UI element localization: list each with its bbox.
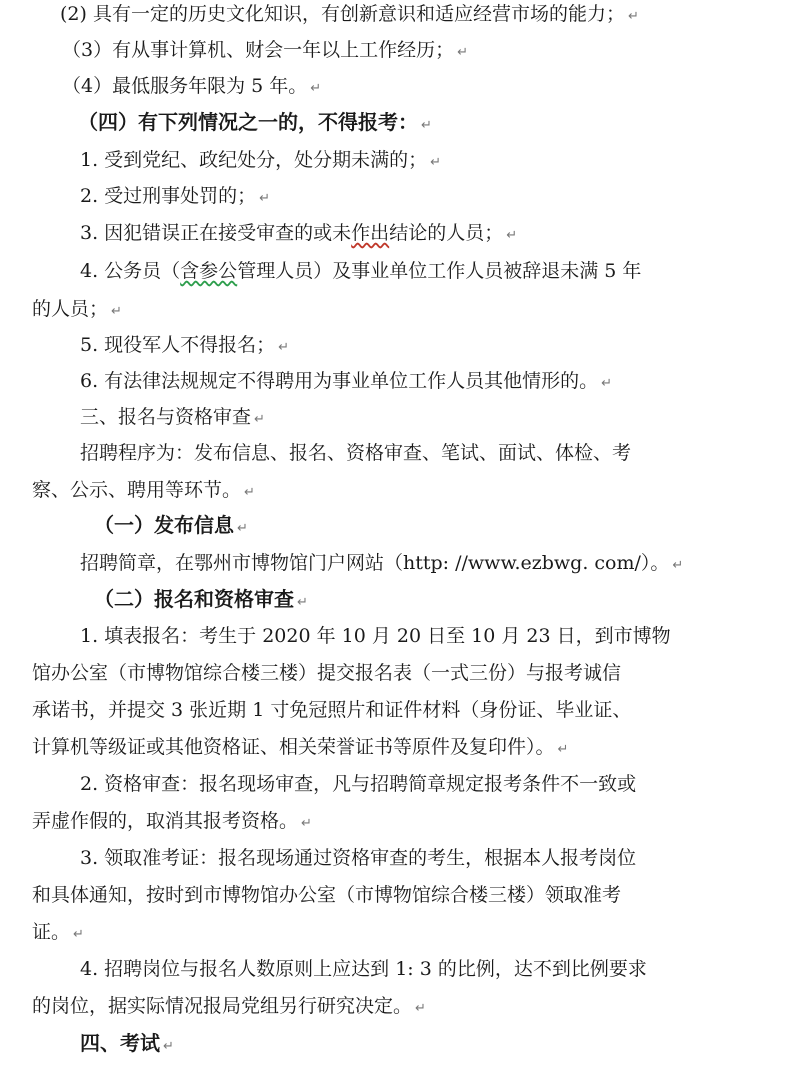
paragraph-mark-icon: ↵ [254,412,265,427]
paragraph-mark-icon: ↵ [506,228,518,243]
disqualification-item-2: 2. 受过刑事处罚的； ↵ [80,185,271,207]
paragraph-mark-icon: ↵ [111,304,122,319]
requirement-item-2: (2) 具有一定的历史文化知识，有创新意识和适应经营市场的能力； ↵ [60,3,639,25]
section-4-heading: 四、考试 ↵ [80,1031,174,1055]
disqualification-item-4: 4. 公务员（含参公管理人员）及事业单位工作人员被辞退未满 5 年 [80,260,642,282]
requirement-item-3: （3）有从事计算机、财会一年以上工作经历； ↵ [62,39,468,61]
disqualification-item-4-cont: 的人员； ↵ [32,298,122,320]
paragraph-mark-icon: ↵ [457,45,468,60]
procedure-paragraph-cont: 察、公示、聘用等环节。 ↵ [32,479,255,501]
registration-item-3: 3. 领取准考证：报名现场通过资格审查的考生，根据本人报考岗位 [80,847,637,869]
paragraph-mark-icon: ↵ [627,9,639,24]
registration-item-1-line-3: 承诺书，并提交 3 张近期 1 寸免冠照片和证件材料（身份证、毕业证、 [32,699,632,721]
paragraph-mark-icon: ↵ [244,485,255,500]
section-3-heading: 三、报名与资格审查 ↵ [80,406,265,428]
paragraph-mark-icon: ↵ [237,521,248,536]
heading-disqualifications: （四）有下列情况之一的，不得报考： ↵ [78,110,432,134]
paragraph-mark-icon: ↵ [163,1039,174,1054]
disqualification-item-5: 5. 现役军人不得报名； ↵ [80,334,290,356]
grammar-flagged-text: 含参公 [180,260,238,282]
paragraph-mark-icon: ↵ [672,558,684,573]
disqualification-item-3: 3. 因犯错误正在接受审查的或未作出结论的人员； ↵ [80,222,518,244]
paragraph-mark-icon: ↵ [415,1001,426,1016]
registration-item-2-line-2: 弄虚作假的，取消其报考资格。 ↵ [32,810,312,832]
publish-info-paragraph: 招聘简章，在鄂州市博物馆门户网站（http: //www.ezbwg. com/）。 ↵ [80,552,684,574]
registration-item-1: 1. 填表报名：考生于 2020 年 10 月 20 日至 10 月 23 日，到市博物 [80,625,671,647]
registration-item-1-line-2: 馆办公室（市博物馆综合楼三楼）提交报名表（一式三份）与报考诚信 [32,662,622,684]
spellcheck-flagged-text: 作出 [351,222,390,244]
requirement-item-4: （4）最低服务年限为 5 年。 ↵ [62,75,322,97]
paragraph-mark-icon: ↵ [310,81,322,96]
paragraph-mark-icon: ↵ [301,816,312,831]
paragraph-mark-icon: ↵ [601,376,613,391]
paragraph-mark-icon: ↵ [73,927,84,942]
registration-item-2: 2. 资格审查：报名现场审查，凡与招聘简章规定报考条件不一致或 [80,773,637,795]
disqualification-item-6: 6. 有法律法规规定不得聘用为事业单位工作人员其他情形的。 ↵ [80,370,613,392]
paragraph-mark-icon: ↵ [297,595,308,610]
registration-item-1-line-4: 计算机等级证或其他资格证、相关荣誉证书等原件及复印件）。 ↵ [32,736,569,758]
paragraph-mark-icon: ↵ [557,742,569,757]
disqualification-item-1: 1. 受到党纪、政纪处分，处分期未满的； ↵ [80,149,442,171]
paragraph-mark-icon: ↵ [259,191,271,206]
registration-item-3-line-3: 证。 ↵ [32,921,84,943]
registration-item-3-line-2: 和具体通知，按时到市博物馆办公室（市博物馆综合楼三楼）领取准考 [32,884,622,906]
heading-registration-review: （二）报名和资格审查 ↵ [94,587,308,611]
paragraph-mark-icon: ↵ [278,340,290,355]
paragraph-mark-icon: ↵ [421,118,432,133]
registration-item-4: 4. 招聘岗位与报名人数原则上应达到 1: 3 的比例，达不到比例要求 [80,958,647,980]
procedure-paragraph: 招聘程序为：发布信息、报名、资格审查、笔试、面试、体检、考 [80,442,632,464]
registration-item-4-line-2: 的岗位，据实际情况报局党组另行研究决定。 ↵ [32,995,426,1017]
paragraph-mark-icon: ↵ [430,155,442,170]
heading-publish-info: （一）发布信息 ↵ [94,513,248,537]
